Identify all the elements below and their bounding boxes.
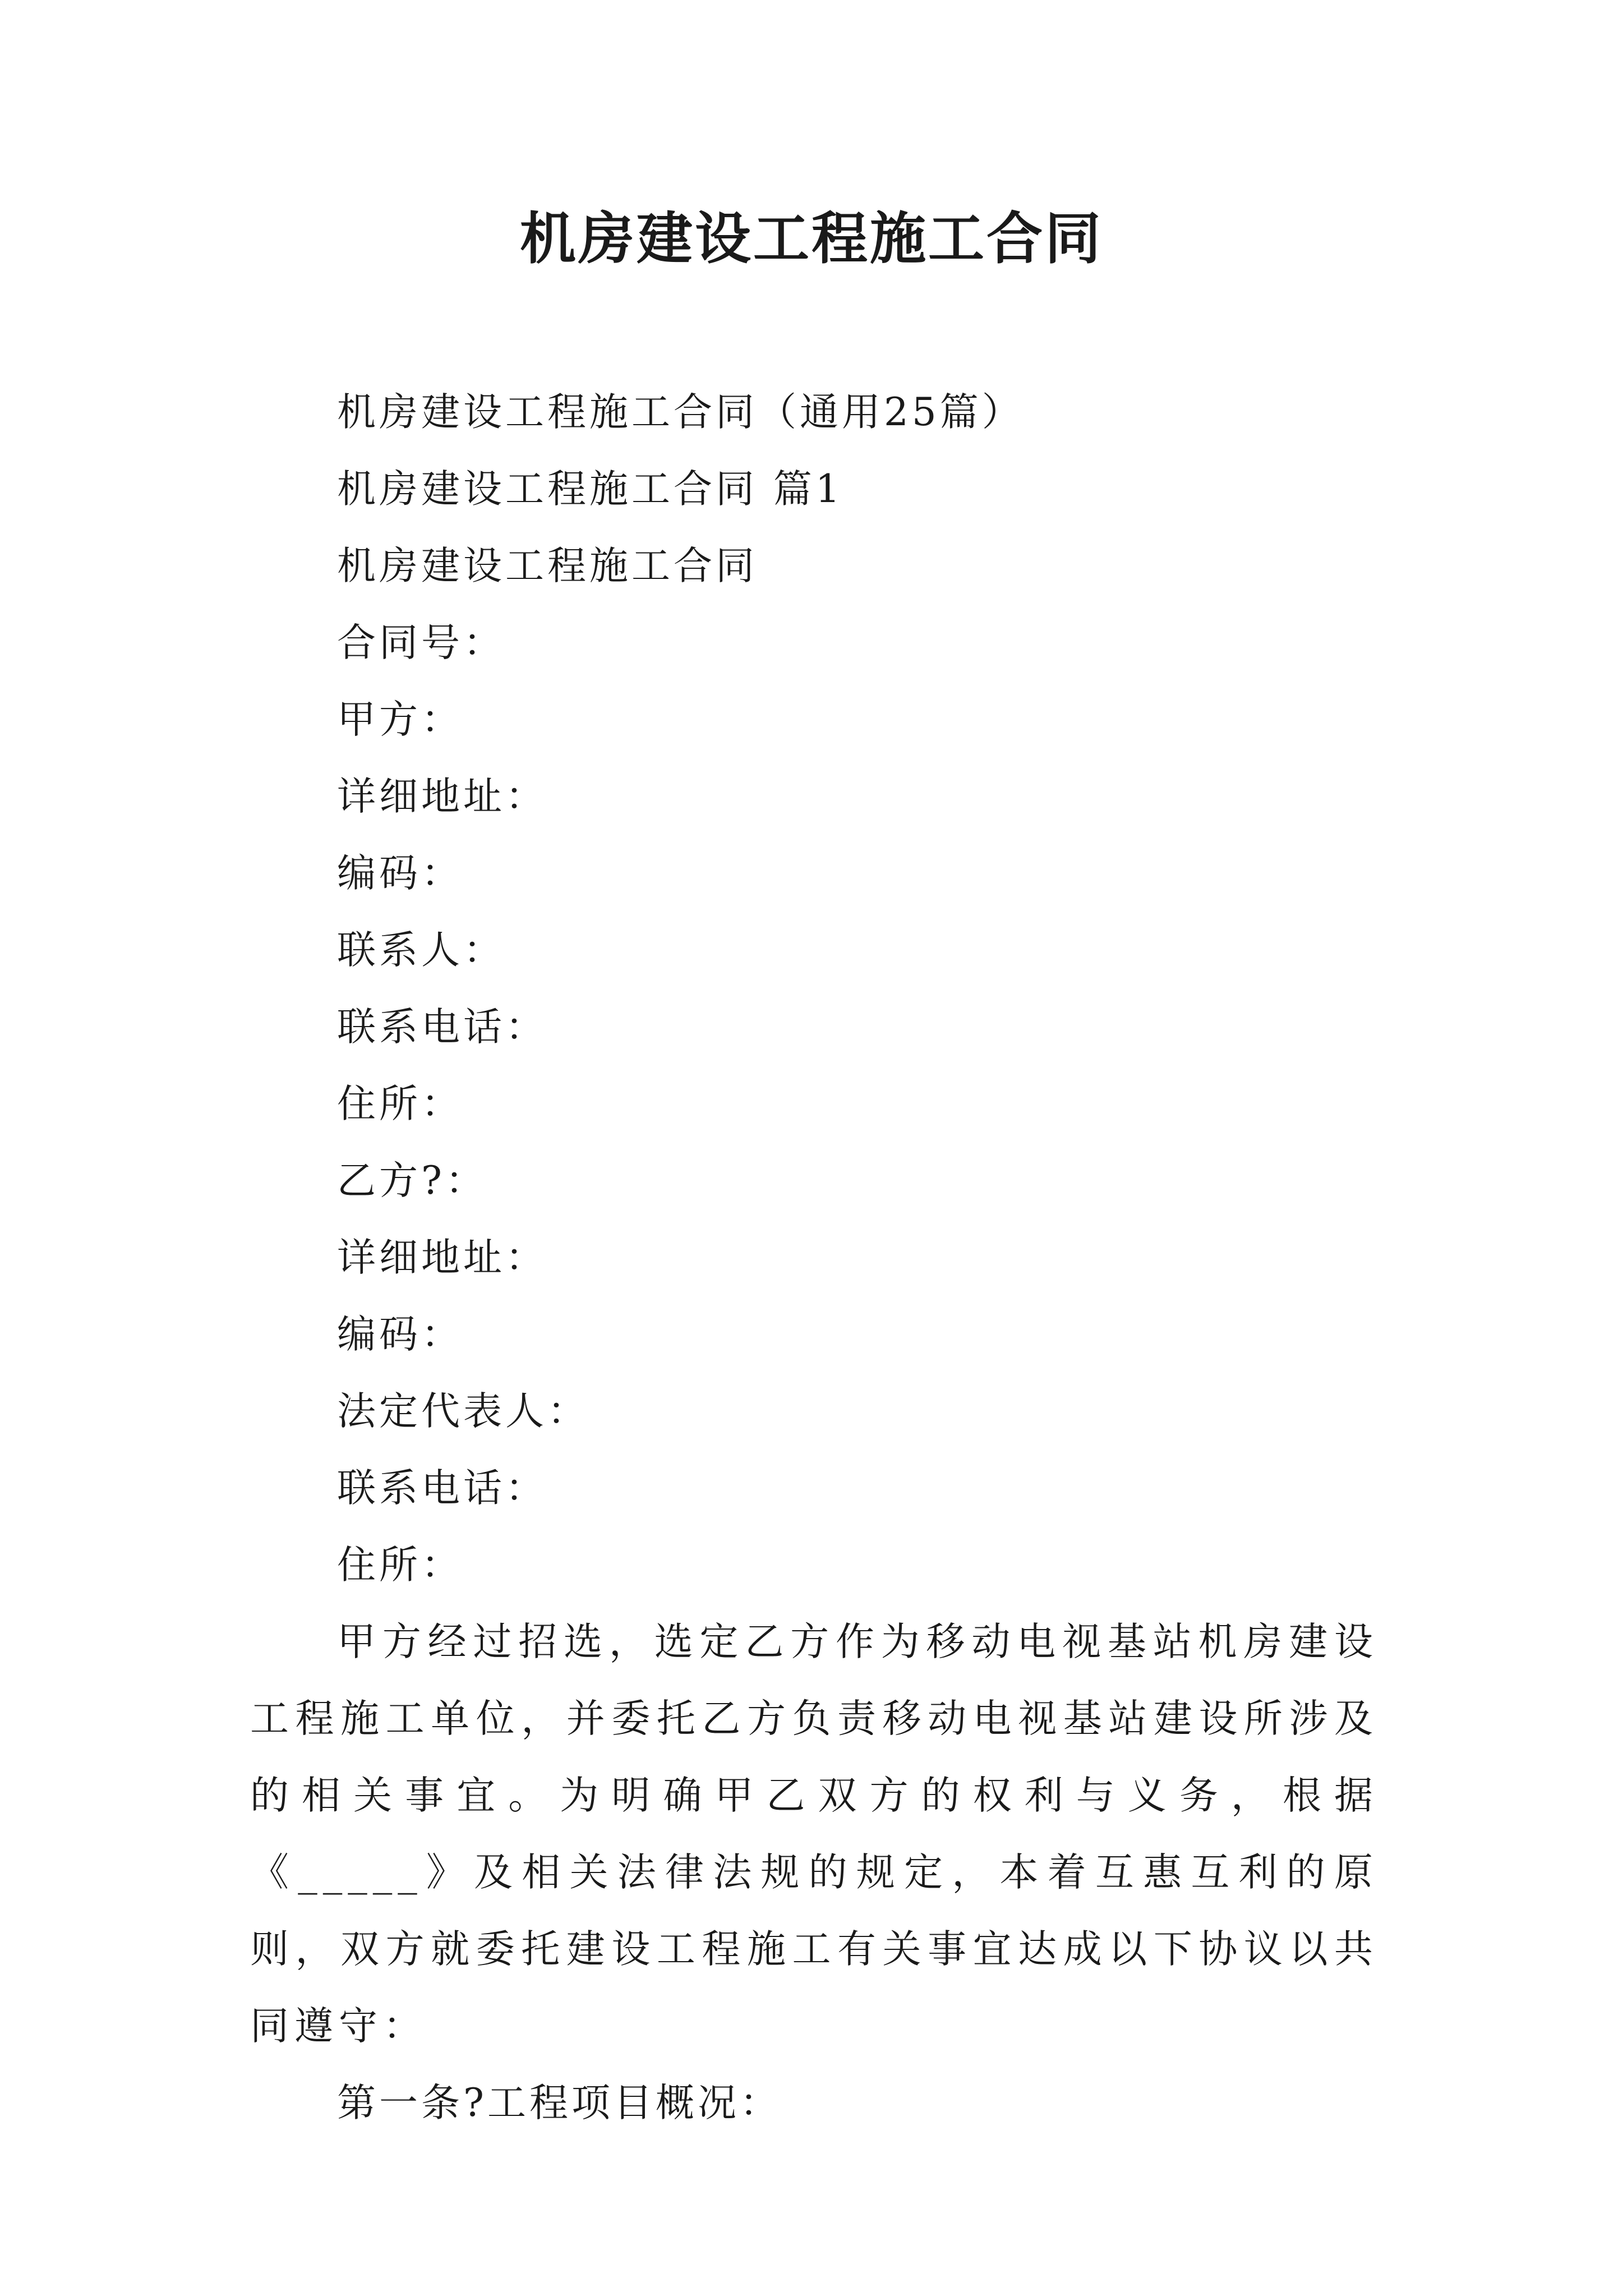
party-b-legal-rep-field: 法定代表人： (337, 1389, 589, 1434)
contract-name-line: 机房建设工程施工合同 (337, 544, 758, 588)
party-a-phone-field: 联系电话： (337, 1005, 547, 1050)
party-a-code-field: 编码： (337, 851, 463, 896)
party-a-address-field: 详细地址： (337, 774, 547, 819)
chapter-heading: 机房建设工程施工合同 篇1 (337, 467, 843, 512)
document-body (250, 374, 1378, 2142)
document-title: 机房建设工程施工合同 (520, 205, 1103, 272)
party-a-residence-field: 住所： (337, 1082, 463, 1126)
party-b-code-field: 编码： (337, 1312, 463, 1357)
party-a-field: 甲方： (337, 697, 463, 742)
section-heading: 第一条?工程项目概况： (337, 2081, 782, 2125)
party-b-field: 乙方?： (337, 1158, 487, 1203)
party-b-phone-field: 联系电话： (337, 1466, 547, 1511)
party-a-contact-field: 联系人： (337, 928, 505, 973)
subtitle-line: 机房建设工程施工合同（通用25篇） (337, 390, 1024, 435)
preamble-paragraph: 甲方经过招选，选定乙方作为移动电视基站机房建设工程施工单位，并委托乙方负责移动电视基站建设所涉及的相关事宜。为明确甲乙双方的权利与义务，根据《_____》及相关法律法规的规定，本着互惠互利的原则，双方就委托建设工程施工有关事宜达成以下协议以共同遵守： (250, 1619, 1378, 2049)
contract-number-field: 合同号： (337, 620, 505, 665)
party-b-residence-field: 住所： (337, 1543, 463, 1588)
party-b-address-field: 详细地址： (337, 1235, 547, 1280)
